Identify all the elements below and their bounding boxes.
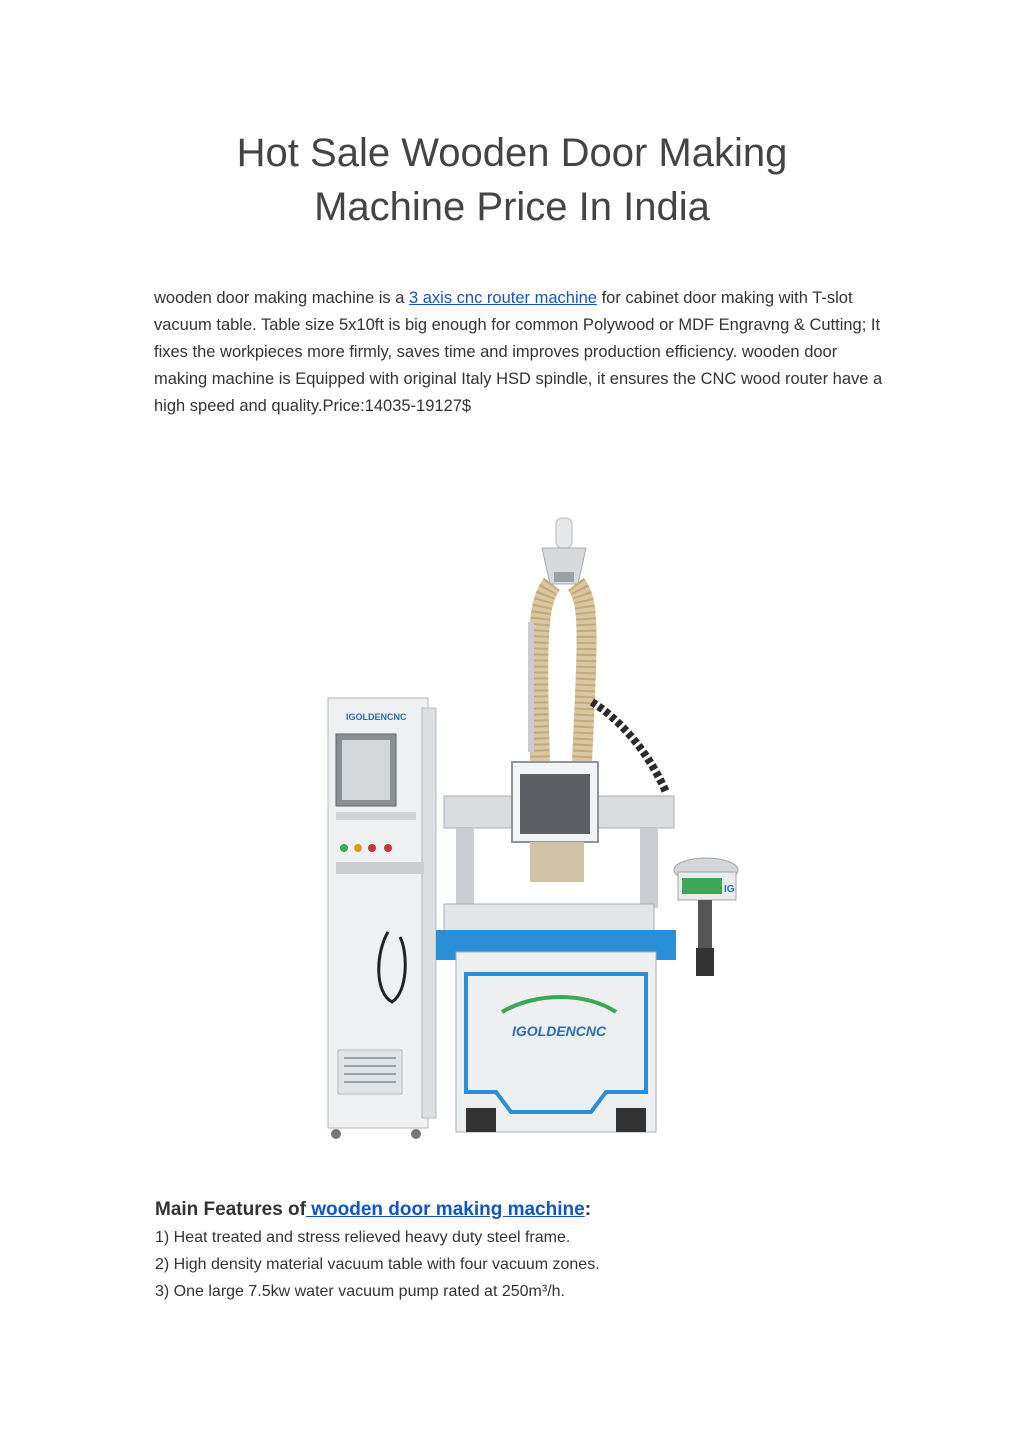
- intro-text-rest: for cabinet door making with T-slot vacuum table. Table size 5x10ft is big enough for common Polywood or MDF Engravng & Cutting; It fixes the workpieces more firmly, saves time and improves production efficiency. wooden door making machine is Equipped with original Italy HSD spindle, it ensures the CNC wood router have a high speed and quality.Price:14035-19127$: [154, 289, 883, 415]
- features-heading-prefix: Main Features of: [155, 1199, 306, 1220]
- control-cabinet: [328, 698, 436, 1139]
- cabinet-brand-text: IGOLDENCNC: [346, 712, 407, 722]
- intro-paragraph: [154, 285, 884, 420]
- machine-base: [436, 904, 676, 1132]
- dust-hoses: [528, 584, 587, 762]
- feature-item-3: 3) One large 7.5kw water vacuum pump rated at 250m³/h.: [155, 1283, 565, 1300]
- base-brand-text: IGOLDENCNC: [512, 1023, 607, 1039]
- dust-hood: [542, 518, 586, 584]
- features-heading-suffix: :: [584, 1199, 592, 1220]
- tool-changer-label: IG: [724, 884, 735, 895]
- intro-text-start: wooden door making machine is a: [154, 289, 409, 307]
- cable-chain: [592, 702, 666, 792]
- title-line-1: Hot Sale Wooden Door Making: [236, 131, 788, 175]
- features-heading: [155, 1196, 591, 1224]
- cnc-router-link[interactable]: 3 axis cnc router machine: [408, 289, 597, 307]
- title-line-2: Machine Price In India: [314, 185, 710, 229]
- tool-changer: [674, 858, 738, 976]
- machine-photo: [316, 512, 748, 1148]
- feature-item-1: 1) Heat treated and stress relieved heavy duty steel frame.: [155, 1229, 571, 1246]
- gantry: [444, 762, 674, 908]
- page-title: [150, 126, 874, 234]
- wooden-door-machine-link[interactable]: wooden door making machine: [305, 1199, 585, 1220]
- feature-item-2: 2) High density material vacuum table with four vacuum zones.: [155, 1256, 600, 1273]
- cnc-machine-illustration: [316, 512, 748, 1148]
- features-list: [155, 1224, 600, 1305]
